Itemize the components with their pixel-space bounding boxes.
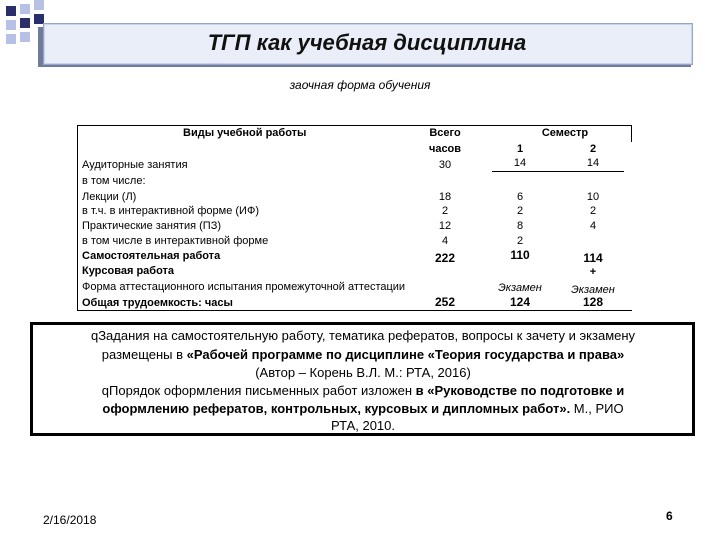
page-subtitle: заочная форма обучения	[289, 78, 431, 92]
row-label: Курсовая работа	[82, 265, 175, 277]
note-text: Задания на самостоятельную работу, тематика рефератов, вопросы к зачету и экзамену	[98, 328, 636, 343]
row-s2: 128	[582, 295, 604, 309]
col-header-total: Всего	[429, 127, 461, 139]
page-number: 6	[666, 509, 673, 523]
row-s2: 10	[586, 191, 600, 203]
semester-1-header: 1	[516, 143, 524, 155]
row-label: Аудиторные занятия	[82, 159, 188, 171]
row-s1: 6	[516, 191, 524, 203]
row-s1: Экзамен	[498, 282, 542, 294]
row-label: Самостоятельная работа	[82, 250, 221, 262]
row-s1: 14	[513, 157, 527, 169]
bullet-icon: q	[101, 383, 110, 398]
row-s2: +	[589, 266, 597, 278]
row-separator	[492, 171, 624, 172]
row-s1: 8	[516, 220, 524, 232]
semester-2-header: 2	[589, 143, 597, 155]
note-line	[36, 382, 690, 400]
page-title: ТГП как учебная дисциплина	[207, 30, 527, 55]
row-label: Лекции (Л)	[82, 191, 137, 203]
note-text: М., РИО	[570, 401, 624, 416]
note-bold: «Рабочей программе по дисциплине «Теория государства и права»	[186, 347, 625, 362]
note-text: размещены в	[101, 347, 187, 362]
row-s1: 110	[510, 248, 530, 262]
row-s2: 2	[589, 205, 597, 217]
row-label: Общая трудоемкость: часы	[82, 297, 233, 309]
note-line: РТА, 2010.	[330, 418, 396, 433]
bullet-icon: q	[90, 328, 99, 343]
row-label: в том числе в интерактивной форме	[82, 235, 269, 247]
col-header-total: часов	[428, 143, 462, 155]
row-s2: 4	[589, 220, 597, 232]
row-s2: 14	[586, 157, 600, 169]
footer-date: 2/16/2018	[43, 513, 97, 527]
table-border	[77, 310, 632, 311]
row-total: 12	[438, 220, 452, 232]
row-label: Форма аттестационного испытания промежуточной аттестации	[82, 281, 406, 293]
col-header-semester: Семестр	[541, 127, 589, 139]
row-s1: 2	[516, 205, 524, 217]
note-text: Порядок оформления письменных работ изложен	[109, 383, 416, 398]
note-bold: оформлению рефератов, контрольных, курсовых и дипломных работ».	[102, 401, 571, 416]
note-bold: в «Руководстве по подготовке и	[415, 383, 625, 398]
note-line	[36, 400, 690, 418]
row-label: в т.ч. в интерактивной форме (ИФ)	[82, 205, 259, 217]
row-s2: Экзамен	[571, 284, 615, 296]
row-total: 252	[434, 295, 456, 309]
row-s1: 124	[509, 295, 531, 309]
col-header-kind: Виды учебной работы	[183, 127, 307, 139]
row-s1: 2	[516, 235, 524, 247]
note-line	[36, 327, 690, 345]
note-line: (Автор – Корень В.Л. М.: РТА, 2016)	[255, 365, 471, 380]
row-total: 2	[441, 205, 449, 217]
table-border	[77, 125, 78, 310]
row-total: 222	[434, 251, 456, 265]
row-total: 30	[438, 159, 452, 171]
row-total: 4	[441, 235, 449, 247]
row-label: Практические занятия (ПЗ)	[82, 220, 222, 232]
table-border	[631, 125, 632, 142]
row-s2: 114	[583, 251, 603, 265]
row-total: 18	[438, 191, 452, 203]
note-line	[36, 346, 690, 364]
row-label: в том числе:	[82, 175, 146, 187]
